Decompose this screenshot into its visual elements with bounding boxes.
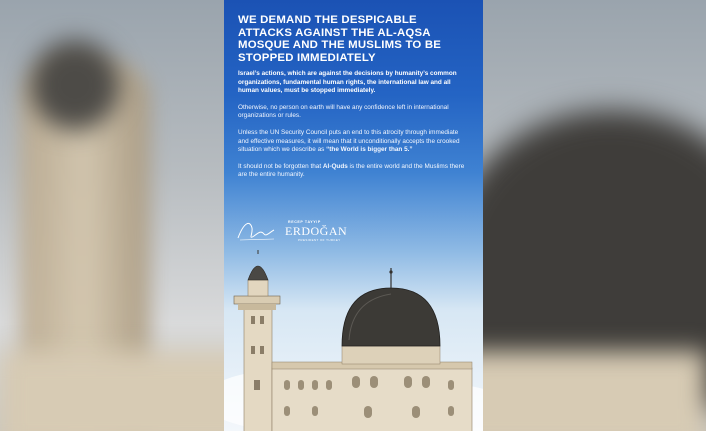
- paragraph-4-text-b: is the entire world and the Muslims there are the entire humanity.: [238, 163, 465, 179]
- paragraph-4-bold: Al-Quds: [322, 163, 348, 170]
- signature-block: [236, 218, 346, 246]
- background-minaret-cap: [30, 40, 120, 130]
- signature-first-name: RECEP TAYYIP: [288, 220, 321, 224]
- poster-headline: WE DEMAND THE DESPICABLE ATTACKS AGAINST THE AL-AQSA MOSQUE AND THE MUSLIMS TO BE STOPPED IMMEDIATELY: [238, 14, 442, 64]
- signature-scribble-icon: [236, 218, 276, 244]
- al-aqsa-mosque-illustration: [224, 250, 483, 431]
- poster-paragraph-4: [238, 163, 470, 179]
- paragraph-4-text-a: It should not be forgotten that: [238, 163, 323, 170]
- signature-last-name: ERDOĞAN: [285, 224, 348, 238]
- poster-lead-paragraph: Israel’s actions, which are against the decisions by humanity’s common organizations, fundamental human rights, the international law and all human values, must be stopped immediately.: [238, 70, 457, 94]
- paragraph-3-quote: “the World is bigger than 5.”: [326, 145, 413, 153]
- signature-title: PRESIDENT OF TURKEY: [298, 238, 341, 242]
- paragraph-3-text: Unless the UN Security Council puts an end to this atrocity through immediate and effective measures, it will mean that it unconditionally accepts the crooked situation which we describe as: [238, 129, 460, 153]
- poster-paragraph-2: Otherwise, no person on earth will have any confidence left in international organizations or rules.: [238, 103, 449, 120]
- poster: [224, 0, 483, 431]
- poster-text-block: [238, 14, 470, 179]
- main-building: [272, 268, 472, 431]
- poster-paragraph-3: [238, 129, 470, 154]
